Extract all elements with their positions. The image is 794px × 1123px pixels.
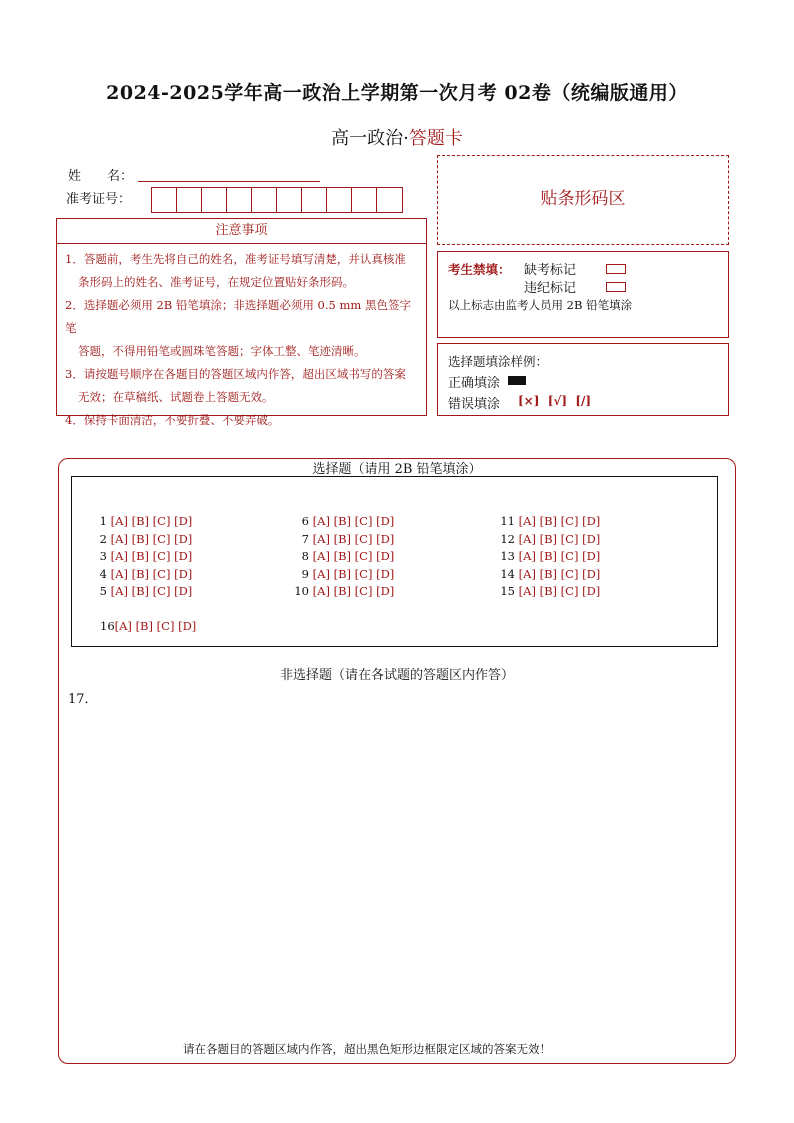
note-item: 条形码上的姓名、准考证号，在规定位置贴好条形码。: [78, 275, 354, 289]
option-bubbles[interactable]: [A] [B] [C] [D]: [518, 584, 601, 598]
exam-id-cell[interactable]: [327, 188, 352, 212]
question-17-answer-area[interactable]: [62, 706, 732, 1036]
question-number: 15: [500, 584, 515, 598]
multiple-choice-title: 选择题（请用 2B 铅笔填涂）: [312, 462, 482, 477]
subject-label: 高一政治·: [331, 128, 409, 149]
barcode-area[interactable]: 贴条形码区: [437, 155, 729, 245]
non-choice-title: 非选择题（请在各试题的答题区内作答）: [279, 668, 514, 683]
footer-warning: 请在各题目的答题区域内作答，超出黑色矩形边框限定区域的答案无效！: [183, 1042, 551, 1056]
question-number: 9: [301, 567, 309, 581]
option-bubbles[interactable]: [A] [B] [C] [D]: [518, 514, 601, 528]
option-bubbles[interactable]: [A] [B] [C] [D]: [110, 532, 193, 546]
document-title: 2024-2025学年高一政治上学期第一次月考 02卷（统编版通用）: [106, 82, 688, 104]
question-number: 13: [500, 549, 515, 563]
option-bubbles[interactable]: [A] [B] [C] [D]: [110, 549, 193, 563]
name-field[interactable]: [138, 181, 320, 182]
question-number: 3: [99, 549, 107, 563]
wrong-fill-label: 错误填涂: [448, 397, 501, 412]
note-item: 无效；在草稿纸、试题卷上答题无效。: [78, 390, 274, 404]
question-number: 8: [301, 549, 309, 563]
question-number: 5: [99, 584, 107, 598]
wrong-fill-marks: [×] [√] [/]: [518, 394, 592, 408]
option-bubbles[interactable]: [A] [B] [C] [D]: [110, 584, 193, 598]
exam-id-cell[interactable]: [277, 188, 302, 212]
exam-id-cell[interactable]: [152, 188, 177, 212]
question-number: 1: [99, 514, 107, 528]
ban-title: 考生禁填：: [448, 262, 511, 277]
question-row[interactable]: [497, 548, 600, 566]
exam-id-cell[interactable]: [227, 188, 252, 212]
exam-id-cell[interactable]: [177, 188, 202, 212]
exam-id-cell[interactable]: [352, 188, 377, 212]
question-row[interactable]: [100, 618, 196, 636]
question-row[interactable]: [95, 513, 192, 531]
question-row[interactable]: [497, 531, 600, 549]
question-row[interactable]: [293, 583, 394, 601]
question-number: 11: [500, 514, 515, 528]
notes-panel: [56, 218, 427, 427]
answer-sheet-title: [0, 124, 794, 150]
exam-id-cell[interactable]: [377, 188, 402, 212]
note-item: 答题，不得用铅笔或圆珠笔答题；字体工整、笔迹清晰。: [78, 344, 366, 358]
question-row[interactable]: [497, 566, 600, 584]
exam-id-cell[interactable]: [202, 188, 227, 212]
exam-id-grid[interactable]: [151, 187, 403, 213]
sample-title: 选择题填涂样例：: [448, 354, 549, 369]
question-row[interactable]: [293, 531, 394, 549]
answer-card-label: 答题卡: [408, 128, 463, 149]
question-number: 7: [301, 532, 309, 546]
notes-list: [57, 244, 426, 432]
violation-mark-label: 违纪标记: [524, 281, 577, 296]
option-bubbles[interactable]: [A] [B] [C] [D]: [312, 532, 395, 546]
question-row[interactable]: [293, 548, 394, 566]
option-bubbles[interactable]: [A] [B] [C] [D]: [518, 567, 601, 581]
note-item: 2．选择题必须用 2B 铅笔填涂；非选择题必须用 0.5 mm 黑色签字笔: [65, 298, 411, 335]
question-number: 4: [99, 567, 107, 581]
exam-id-cell[interactable]: [252, 188, 277, 212]
option-bubbles[interactable]: [A] [B] [C] [D]: [110, 514, 193, 528]
option-bubbles[interactable]: [A] [B] [C] [D]: [312, 567, 395, 581]
notes-heading: 注意事项: [57, 219, 426, 244]
question-row[interactable]: [95, 548, 192, 566]
fill-sample-panel: [437, 343, 729, 416]
option-bubbles[interactable]: [A] [B] [C] [D]: [518, 532, 601, 546]
note-item: 3．请按题号顺序在各题目的答题区域内作答，超出区域书写的答案: [65, 367, 406, 381]
absent-mark-label: 缺考标记: [524, 263, 577, 278]
question-row[interactable]: [95, 531, 192, 549]
exam-id-cell[interactable]: [302, 188, 327, 212]
question-number: 16: [100, 619, 115, 633]
proctor-mark-panel: [437, 251, 729, 338]
proctor-note: 以上标志由监考人员用 2B 铅笔填涂: [448, 298, 633, 312]
option-bubbles[interactable]: [A] [B] [C] [D]: [518, 549, 601, 563]
option-bubbles[interactable]: [A] [B] [C] [D]: [114, 619, 197, 633]
exam-id-label: 准考证号：: [66, 192, 132, 207]
question-number: 14: [500, 567, 515, 581]
question-row[interactable]: [293, 513, 394, 531]
correct-fill-mark: [508, 376, 526, 385]
question-number: 2: [99, 532, 107, 546]
question-17-label: 17．: [68, 692, 98, 707]
question-row[interactable]: [497, 513, 600, 531]
option-bubbles[interactable]: [A] [B] [C] [D]: [312, 514, 395, 528]
question-number: 12: [500, 532, 515, 546]
option-bubbles[interactable]: [A] [B] [C] [D]: [110, 567, 193, 581]
correct-fill-label: 正确填涂: [448, 376, 501, 391]
absent-mark-box[interactable]: [606, 264, 626, 274]
question-row[interactable]: [95, 583, 192, 601]
question-row[interactable]: [497, 583, 600, 601]
name-label: 姓 名：: [68, 169, 134, 184]
violation-mark-box[interactable]: [606, 282, 626, 292]
option-bubbles[interactable]: [A] [B] [C] [D]: [312, 584, 395, 598]
question-number: 6: [301, 514, 309, 528]
note-item: 4．保持卡面清洁，不要折叠、不要弄破。: [65, 413, 280, 427]
question-number: 10: [294, 584, 309, 598]
note-item: 1．答题前，考生先将自己的姓名，准考证号填写清楚，并认真核准: [65, 252, 406, 266]
question-row[interactable]: [95, 566, 192, 584]
question-row[interactable]: [293, 566, 394, 584]
option-bubbles[interactable]: [A] [B] [C] [D]: [312, 549, 395, 563]
